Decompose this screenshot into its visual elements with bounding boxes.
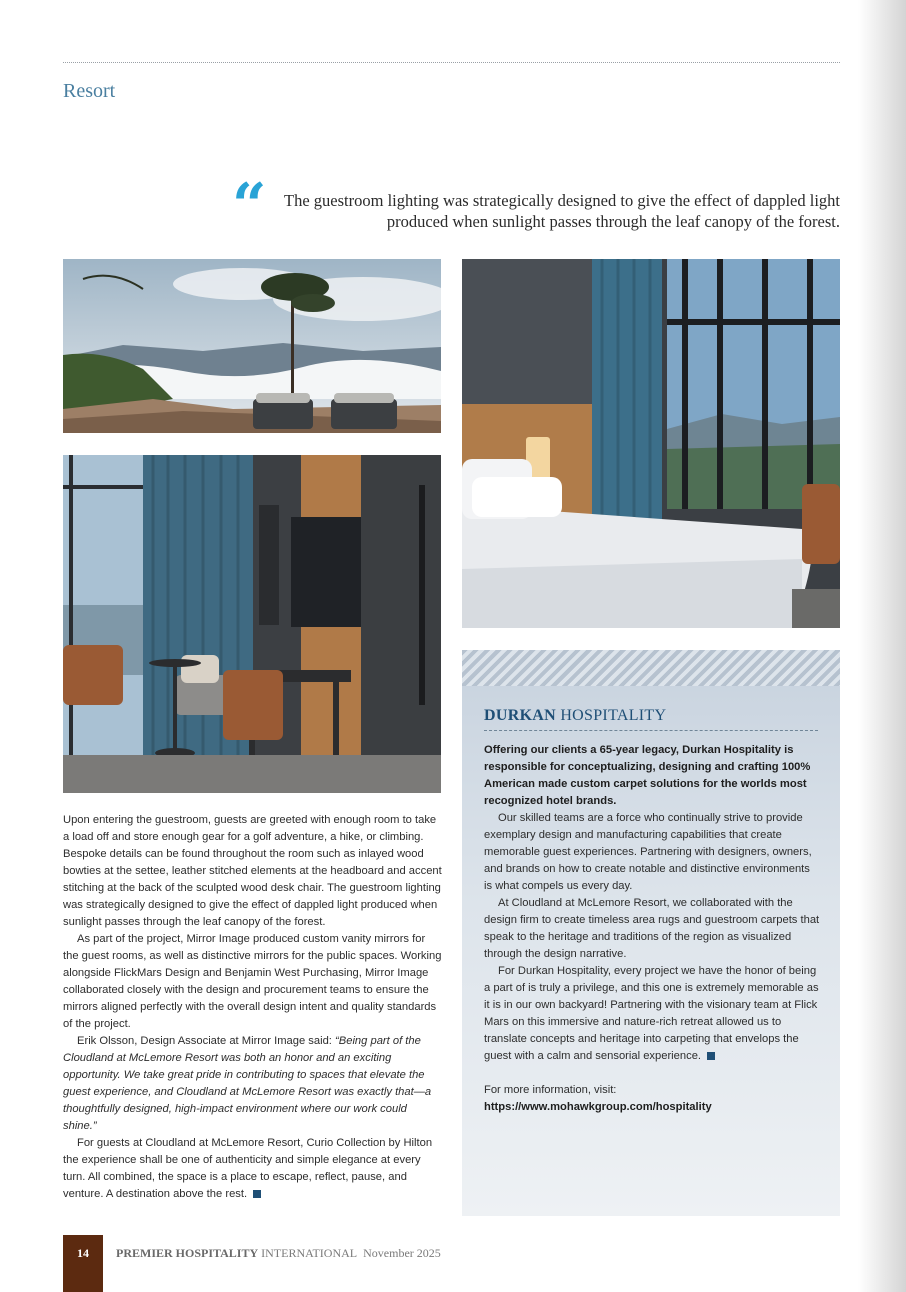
article-paragraph-quote: [63, 1033, 443, 1135]
sidebar-title-rest: HOSPITALITY: [556, 707, 667, 724]
more-info-link[interactable]: https://www.mohawkgroup.com/hospitality: [484, 1101, 712, 1113]
sidebar-paragraph: At Cloudland at McLemore Resort, we collaborated with the design firm to create timeless area rugs and guestroom carpets that speak to the heritage and traditions of the region as visualized through the design narrative.: [484, 897, 820, 960]
article-paragraph: [63, 1135, 443, 1203]
publication-footer: [116, 1246, 441, 1261]
publication-name-rest: INTERNATIONAL: [258, 1246, 358, 1260]
sponsor-sidebar: [462, 650, 840, 1216]
sidebar-stripes: [462, 650, 840, 686]
pull-quote: The guestroom lighting was strategically designed to give the effect of dappled light produced when sunlight passes through the leaf canopy of the forest.: [284, 191, 840, 231]
photo-guestroom-bed: [462, 259, 840, 628]
end-mark-icon: [707, 1052, 715, 1060]
quoted-statement: “Being part of the Cloudland at McLemore Resort was both an honor and an exciting opportunity. We take great pride in contributing to spaces that elevate the guest experience, and Cloudland at McLemore Resort was exactly that—a thoughtfully designed, high-impact environment where our work could shine.”: [63, 1035, 432, 1132]
article-paragraph: Upon entering the guestroom, guests are greeted with enough room to take a load off and store enough gear for a golf adventure, a hike, or climbing. Bespoke details can be found throughout the room such as inlayed wood bowties at the settee, leather stitched elements at the headboard and accent stitching at the back of the sculpted wood desk chair. The guestroom lighting was strategically designed to give the effect of dappled light produced when sunlight passes through the leaf canopy of the forest.: [63, 814, 442, 928]
quote-attribution: Erik Olsson, Design Associate at Mirror Image said:: [77, 1035, 336, 1047]
article-closing-text: For guests at Cloudland at McLemore Resort, Curio Collection by Hilton the experience shall be one of authenticity and simple elegance at every turn. All combined, the space is a place to escape, reflect, pause, and venture. A destination above the rest.: [63, 1137, 433, 1200]
quote-mark-icon: “: [232, 171, 267, 241]
sidebar-body: [484, 742, 820, 1116]
article-paragraph: As part of the project, Mirror Image produced custom vanity mirrors for the guest rooms, as well as distinctive mirrors for the public spaces. Working alongside FlickMars Design and Benjamin West Purchasing, Mirror Image collaborated closely with the design and procurement teams to ensure the mirrors aligned perfectly with the overall design intent and quality standards of the project.: [63, 933, 442, 1030]
publication-name: PREMIER HOSPITALITY: [116, 1246, 259, 1260]
photo-mountain-overlook: [63, 259, 441, 433]
sidebar-title-brand: DURKAN: [484, 707, 557, 724]
sidebar-title: [484, 707, 666, 725]
sidebar-closing-text: For Durkan Hospitality, every project we have the honor of being a part of is truly a privilege, and this one is extremely memorable as it is in our own backyard! Partnering with the visionary team at Flick Mars on this immersive and nature-rich retreat allowed us to translate concepts and heritage into carpeting that envelops the guest with a calm and sensorial experience.: [484, 965, 819, 1062]
page-number: 14: [63, 1235, 103, 1292]
sidebar-lead: Offering our clients a 65-year legacy, Durkan Hospitality is responsible for conceptualizing, designing and crafting 100% American made custom carpet solutions for the worlds most recognized hotel brands.: [484, 744, 811, 807]
article-body: [63, 812, 443, 1203]
page-edge-shadow: [858, 0, 906, 1292]
section-label: Resort: [63, 80, 116, 102]
sidebar-dashed-rule: [484, 730, 818, 731]
sidebar-paragraph: [484, 963, 820, 1065]
header-dotted-rule: [63, 62, 840, 63]
sidebar-paragraph: Our skilled teams are a force who continually strive to provide exemplary design and manufacturing capabilities that create memorable guest experiences. Partnering with designers, owners, and brands on how to create notable and distinctive environments is what compels us every day.: [484, 812, 812, 892]
photo-guestroom-desk: [63, 455, 441, 793]
more-info-label: For more information, visit:: [484, 1084, 617, 1096]
issue-date: November 2025: [363, 1246, 441, 1260]
end-mark-icon: [253, 1190, 261, 1198]
